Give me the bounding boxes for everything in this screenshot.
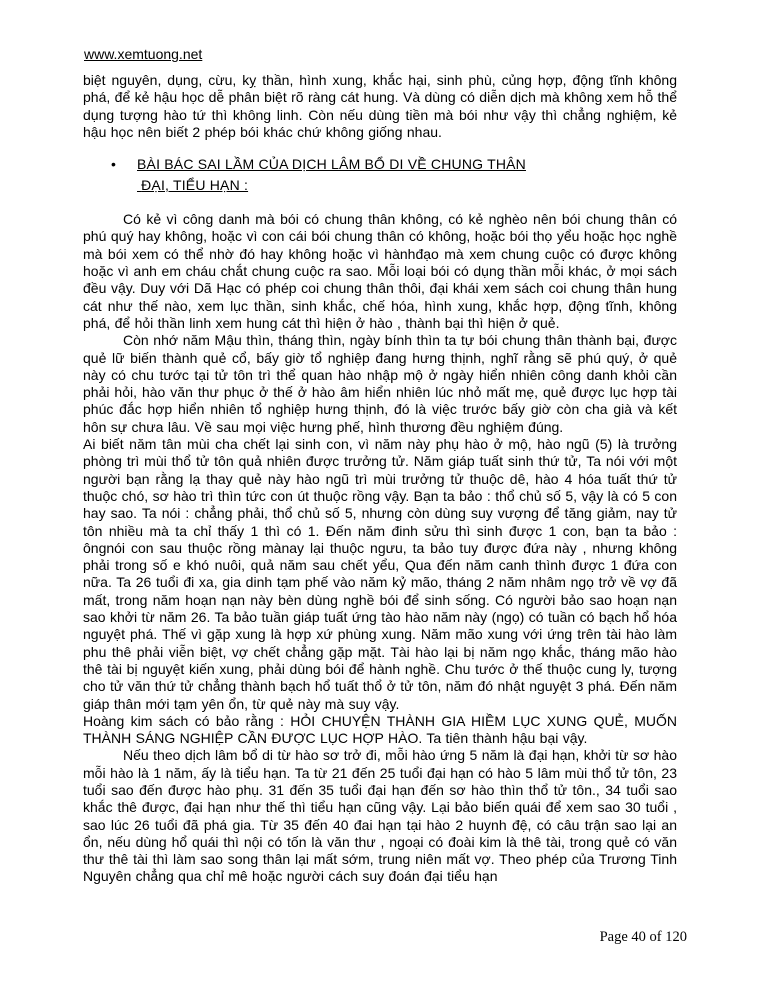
- paragraph-tan-mui: Ai biết năm tân mùi cha chết lại sinh con, vì năm này phụ hào ở mộ, hào ngũ (5) là trưởng phòng trì mùi thổ tử tôn quả nhiên được trưởng tử. Năm giáp tuất sinh thứ tử, Ta nói với một người bạn rằng lạ thay quẻ này hào ngũ trì mùi trưởng tử thuộc dê, hào 4 hóa tuất thứ tử thuộc chó, sơ hào trì thìn tức con út thuộc rồng vậy. Bạn ta bảo : thổ chủ số 5, vậy là có 5 con hay sao. Ta nói : chẳng phải, thổ chủ số 5, nhưng còn dùng suy vượng để tăng giảm, nay tử tôn nhiều mà ta chỉ thấy 1 thì có 1. Đến năm đinh sửu thì sinh được 1 con, bạn ta bảo : ôngnói con sau thuộc rồng mànay lại thuộc ngưu, ta bảo tuy được đứa này , nhưng không phải trong số e khó nuôi, quả năm sau chết yểu, Qua đến năm canh thình được 1 đứa con nữa. Ta 26 tuổi đi xa, gia dinh tạm phế vào năm kỷ mão, tháng 2 năm nhâm ngọ trở về vợ đã mất, trong năm hoạn nạn này bèn dùng nghề bói để sinh sống. Có người bảo sao hoạn nạn sao khởi từ năm 26. Ta bảo tuần giáp tuất ứng tào hào năm này (ngọ) có tuần có bạch hổ hóa nguyệt phá. Thế vì gặp xung là hợp xứ phùng xung. Năm mão xung với ứng trên tài hào làm phu thê phải viễn biệt, vợ chết chẳng gặp mặt. Tài hào lại bị năm ngọ khắc, tháng mão hào thê tài bị nguyệt kiến xung, phải dùng bói để hành nghề. Chu tước ở thế thuộc cung ly, tượng cho tử văn thứ tử chẳng thành bạch hổ tuất thổ ở tử tôn, năm đó nhật nguyệt 3 phá. Đến năm giáp thân mới tạm yên ổn, từ quẻ này mà suy vậy.: [83, 436, 677, 712]
- site-url-link[interactable]: www.xemtuong.net: [84, 46, 203, 62]
- section-heading-line1: BÀI BÁC SAI LẦM CỦA DỊCH LÂM BỔ DI VỀ CHUNG THÂN: [137, 156, 526, 173]
- paragraph-dai-tieu-han: Nếu theo dịch lâm bổ di từ hào sơ trở đi, mỗi hào ứng 5 năm là đại hạn, khởi từ sơ hào mỗi hào là 1 năm, ấy là tiểu hạn. Ta từ 21 đến 25 tuổi đại hạn có hào 5 lâm mùi thổ tử tôn, 23 tuổi sao đến được hào phụ. 31 đến 35 tuổi đại hạn đến sơ hào thìn thổ tử tôn., 34 tuổi sao khắc thê được, đại hạn như thế thì tiểu hạn cũng vậy. Lại bảo biến quái để xem sao 30 tuổi , sao lúc 26 tuổi đã phá gia. Từ 35 đến 40 đai hạn tại hào 2 huynh đệ, có câu trận sao lại an ổn, nếu dùng hổ quái thì nội có tốn là văn thư , ngoại có đoài kim là thê tài, trong quẻ có văn thư thê tài thì làm sao song thân lại mất sớm, trung niên mất vợ. Theo phép của Trương Tinh Nguyên chẳng qua chỉ mê hoặc người cách suy đoán đại tiểu hạn: [83, 747, 677, 885]
- section-heading-text: [137, 154, 526, 196]
- page-header: [84, 46, 202, 62]
- section-heading: [83, 154, 677, 196]
- paragraph-hoang-kim-sach: Hoàng kim sách có bảo rằng : HỎI CHUYỆN THÀNH GIA HIỀM LỤC XUNG QUẺ, MUỐN THÀNH SÁNG NGHIỆP CẦN ĐƯỢC LỤC HỢP HÀO. Ta tiên thành hậu bại vậy.: [83, 712, 677, 747]
- bullet-icon: •: [111, 156, 116, 173]
- paragraph-intro: biệt nguyên, dụng, cừu, kỵ thần, hình xung, khắc hại, sinh phù, củng hợp, động tĩnh không phá, để kẻ hậu học dễ phân biệt rõ ràng cát hung. Và dùng có diễn dịch mà không xem hỗ thể dụng tượng hào tứ thì không linh. Còn nếu dùng tiền mà bói như vậy thì chẳng nghiệm, kẻ hậu học nên biết 2 phép bói khác chứ không giống nhau.: [83, 72, 677, 140]
- page-footer: [600, 928, 687, 946]
- page-number-label: Page 40 of 120: [599, 929, 687, 945]
- paragraph-cong-danh: Có kẻ vì công danh mà bói có chung thân không, có kẻ nghèo nên bói chung thân có phú quý hay không, hoặc vì con cái bói chung thân có không, hoặc bói thọ yểu hoặc học nghề mà bói xem có thể nhờ đó hay không hoặc vì hànhđạo mà xem chung cuộc có được không hoặc vì anh em cháu chắt chung cuộc ra sao. Mỗi loại bói có dụng thần mỗi khác, ở mọi sách đều vậy. Duy với Dã Hạc có phép coi chung thân thôi, đại khái xem sách coi chung thân hung cát như thế nào, xem lục thần, sinh khắc, chế hóa, hình xung, khắc hợp, động tĩnh, không phá, để hỏi thần linh xem hung cát thì hiện ở hào , thành bại thì hiện ở quẻ.: [83, 211, 677, 331]
- paragraph-mau-thin: Còn nhớ năm Mậu thìn, tháng thìn, ngày bính thìn ta tự bói chung thân thành bại, được quẻ lữ biến thành quẻ cổ, bấy giờ tổ nghiệp đang hưng thịnh, nghĩ rằng sẽ phú quý, ở quẻ này có chu tước tại tử tôn trì thể quan hào nhập mộ ở ngày hiển nhiên công danh khỏi cần phải hỏi, hào văn thư phục ở thế ở hào âm hiển nhiên lúc nhỏ mất mẹ, quẻ được lục hợp tài phúc đắc hợp hiển nhiên tổ nghiệp hưng thịnh, đó là việc trước bấy giờ còn cha già và kết hôn sự chưa lâu. Về sau mọi việc hưng phế, hình thương đều nghiệm đúng.: [83, 332, 677, 435]
- page-content: [83, 72, 677, 886]
- section-heading-line2: ĐẠI, TIỂU HẠN :: [137, 177, 249, 194]
